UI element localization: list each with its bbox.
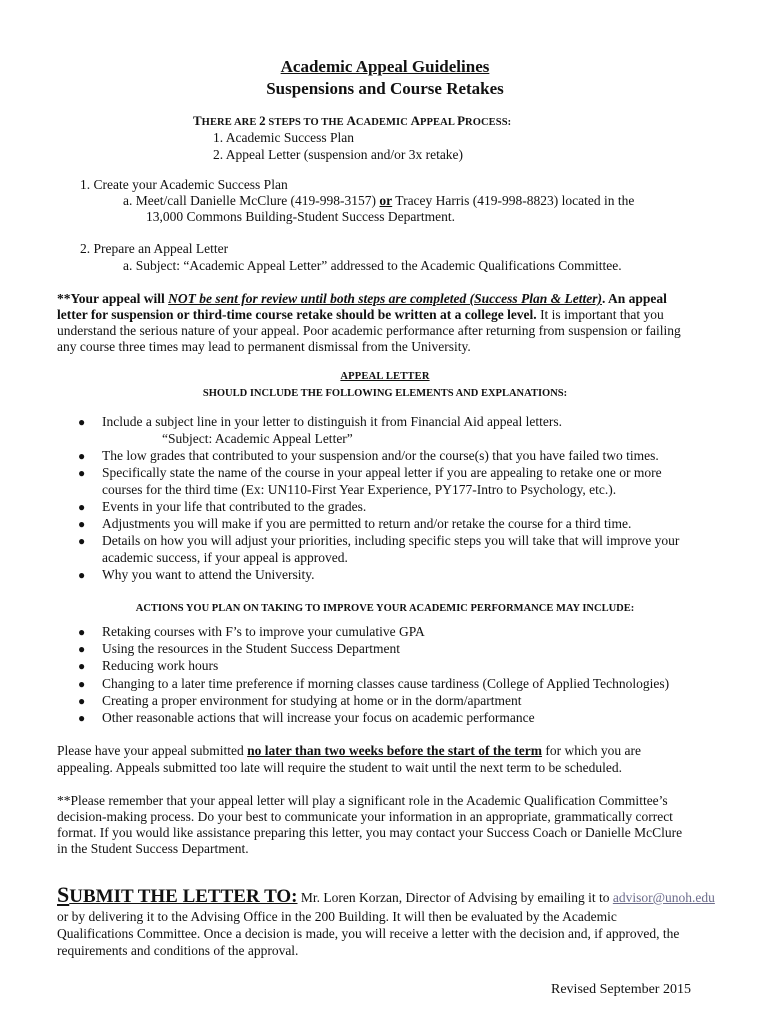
list-item-cont: academic success, if your appeal is approved. (102, 550, 348, 565)
list-item: Creating a proper environment for studying at home or in the dorm/apartment (102, 693, 522, 708)
page-subtitle: Suspensions and Course Retakes (266, 79, 504, 98)
submit-line-4: requirements and conditions of the approval. (57, 943, 299, 958)
warning-line-1: **Your appeal will NOT be sent for review until both steps are completed (Success Plan & Letter). An appeal (57, 291, 667, 306)
bullet-icon: ● (78, 568, 86, 582)
list-item: Other reasonable actions that will increase your focus on academic performance (102, 710, 535, 725)
bullet-icon: ● (78, 415, 86, 429)
step1-sub-a: a. Meet/call Danielle McClure (419-998-3157) or Tracey Harris (419-998-8823) located in the (123, 193, 635, 208)
step1-sub-a-cont: 13,000 Commons Building-Student Success Department. (146, 209, 455, 224)
list-item: Reducing work hours (102, 658, 219, 673)
submit-line-3: Qualifications Committee. Once a decision is made, you will receive a letter with the decision and, if approved, the (57, 926, 680, 941)
bullet-icon: ● (78, 449, 86, 463)
list-item: Why you want to attend the University. (102, 567, 315, 582)
bullet-icon: ● (78, 534, 86, 548)
deadline-line-2: appealing. Appeals submitted too late will require the student to wait until the next term to be scheduled. (57, 760, 622, 775)
bullet-icon: ● (78, 694, 86, 708)
page-title: Academic Appeal Guidelines (280, 57, 490, 76)
reminder-line-1: **Please remember that your appeal letter will play a significant role in the Academic Qualification Committee’s (57, 793, 668, 808)
list-item: Retaking courses with F’s to improve your cumulative GPA (102, 624, 425, 639)
bullet-icon: ● (78, 642, 86, 656)
warning-line-2: letter for suspension or third-time course retake should be written at a college level. It is important that you (57, 307, 664, 322)
bullet-icon: ● (78, 500, 86, 514)
appeal-letter-subheading: SHOULD INCLUDE THE FOLLOWING ELEMENTS AND EXPLANATIONS: (202, 388, 568, 399)
advisor-email-link[interactable]: advisor@unoh.edu (612, 890, 715, 905)
list-item-cont: courses for the third time (Ex: UN110-First Year Experience, PY177-Intro to Psychology, etc.). (102, 482, 617, 497)
steps-heading: THERE ARE 2 STEPS TO THE ACADEMIC APPEAL PROCESS: (193, 113, 512, 128)
reminder-line-3: format. If you would like assistance preparing this letter, you may contact your Success Coach or Danielle McClure (57, 825, 683, 840)
list-item: Using the resources in the Student Success Department (102, 641, 401, 656)
warning-line-4: any course three times may lead to permanent dismissal from the University. (57, 339, 471, 354)
step2-label: 2. Prepare an Appeal Letter (80, 241, 229, 256)
steps-item-2: 2. Appeal Letter (suspension and/or 3x retake) (213, 147, 464, 162)
list-item: Changing to a later time preference if morning classes cause tardiness (College of Applied Technologies) (102, 676, 670, 691)
bullet-icon: ● (78, 677, 86, 691)
steps-item-1: 1. Academic Success Plan (213, 130, 354, 145)
reminder-line-2: decision-making process. Do your best to communicate your information in an appropriate, grammatically correct (57, 809, 673, 824)
list-item: Events in your life that contributed to the grades. (102, 499, 367, 514)
bullet-icon: ● (78, 466, 86, 480)
bullet-icon: ● (78, 659, 86, 673)
step1-label: 1. Create your Academic Success Plan (80, 177, 288, 192)
step2-sub-a: a. Subject: “Academic Appeal Letter” addressed to the Academic Qualifications Committee. (123, 258, 622, 273)
list-item: The low grades that contributed to your suspension and/or the course(s) that you have failed two times. (102, 448, 659, 463)
revised-date: Revised September 2015 (551, 982, 691, 997)
bullet-icon: ● (78, 625, 86, 639)
list-item: Details on how you will adjust your priorities, including specific steps you will take that will improve your (102, 533, 680, 548)
submit-line-2: or by delivering it to the Advising Office in the 200 Building. It will then be evaluated by the Academic (57, 909, 617, 924)
deadline-line-1: Please have your appeal submitted no later than two weeks before the start of the term for which you are (57, 743, 641, 758)
reminder-line-4: in the Student Success Department. (57, 841, 249, 856)
list-item: Adjustments you will make if you are permitted to return and/or retake the course for a third time. (102, 516, 632, 531)
list-item: Specifically state the name of the course in your appeal letter if you are appealing to retake one or more (102, 465, 662, 480)
bullet-icon: ● (78, 711, 86, 725)
list-item: Include a subject line in your letter to distinguish it from Financial Aid appeal letters. (102, 414, 563, 429)
bullet-icon: ● (78, 517, 86, 531)
list-item-sub: “Subject: Academic Appeal Letter” (162, 431, 353, 446)
appeal-letter-heading: APPEAL LETTER (340, 371, 430, 382)
submit-heading-line: SUBMIT THE LETTER TO: Mr. Loren Korzan, Director of Advising by emailing it to advisor@unoh.edu (57, 882, 715, 907)
actions-heading: ACTIONS YOU PLAN ON TAKING TO IMPROVE YOUR ACADEMIC PERFORMANCE MAY INCLUDE: (135, 603, 635, 614)
warning-line-3: understand the serious nature of your appeal. Poor academic performance after returning from suspension or failing (57, 323, 681, 338)
